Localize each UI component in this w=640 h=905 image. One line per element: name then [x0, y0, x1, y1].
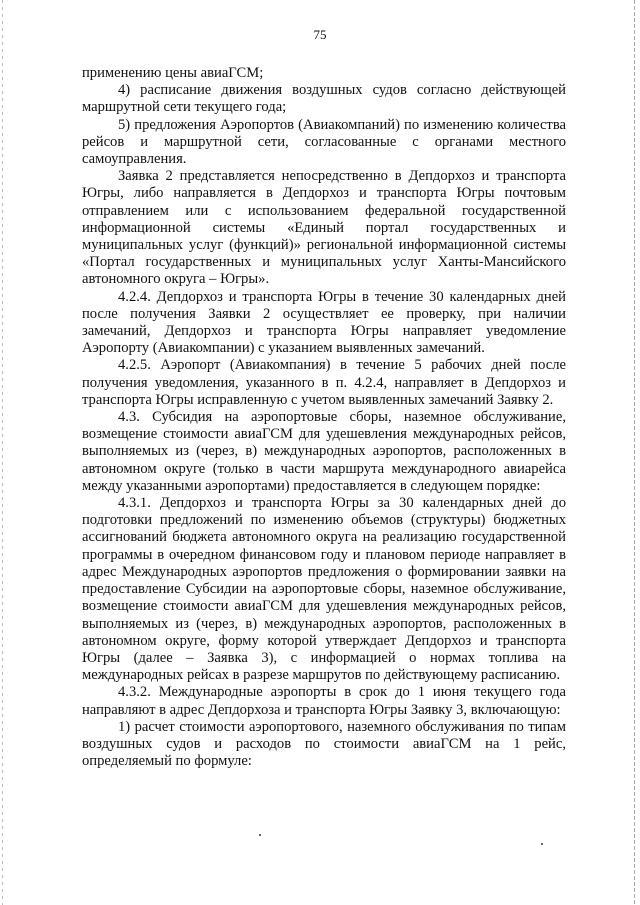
- paragraph: 5) предложения Аэропортов (Авиакомпаний) по изменению количества рейсов и маршрутной сети, согласованные с органами местного самоуправления.: [82, 116, 566, 168]
- paragraph: Заявка 2 представляется непосредственно в Депдорхоз и транспорта Югры, либо направляется в Депдорхоз и транспорта Югры почтовым отправлением или с использованием федеральной государственной информационной системы «Единый портал государственных и муниципальных услуг (функций)» региональной информационной системы «Портал государственных и муниципальных услуг Ханты-Мансийского автономного округа – Югры».: [82, 168, 566, 288]
- paragraph: 4.2.5. Аэропорт (Авиакомпания) в течение 5 рабочих дней после получения уведомления, указанного в п. 4.2.4, направляет в Депдорхоз и транспорта Югры исправленную с учетом выявленных замечаний Заявку 2.: [82, 357, 566, 408]
- paragraph: 4.3.2. Международные аэропорты в срок до 1 июня текущего года направляют в адрес Депдорхоза и транспорта Югры Заявку 3, включающую:: [82, 684, 566, 718]
- scan-speck: [259, 834, 261, 836]
- scan-right-edge: [634, 0, 635, 905]
- scan-left-edge: [2, 0, 3, 905]
- paragraph: 4.3. Субсидия на аэропортовые сборы, наземное обслуживание, возмещение стоимости авиаГСМ для удешевления международных рейсов, выполняемых из (через, в) международных аэропортов, расположенных в автономном округе (только в части маршрута международного авиарейса между указанными аэропортами) предоставляется в следующем порядке:: [82, 409, 566, 494]
- paragraph: 1) расчет стоимости аэропортового, наземного обслуживания по типам воздушных судов и расходов по стоимости авиаГСМ на 1 рейс, определяемый по формуле:: [82, 718, 566, 770]
- paragraph: 4.2.4. Депдорхоз и транспорта Югры в течение 30 календарных дней после получения Заявки 2 осуществляет ее проверку, при наличии замечаний, Депдорхоз и транспорта Югры направляет уведомление Аэропорту (Авиакомпании) с указанием выявленных замечаний.: [82, 288, 566, 357]
- paragraph: 4.3.1. Депдорхоз и транспорта Югры за 30 календарных дней до подготовки предложений по изменению объемов (структуры) бюджетных ассигнований бюджета автономного округа на реализацию государственной программы в очередном финансовом году и плановом периоде направляет в адрес Международных аэропортов предложения о формировании заявки на предоставление Субсидии на аэропортовые сборы, наземное обслуживание, возмещение стоимости авиаГСМ для удешевления международных рейсов, выполняемых из (через, в) международных аэропортов, расположенных в автономном округе, форму которой утверждает Депдорхоз и транспорта Югры (далее – Заявка 3), с информацией о нормах топлива на международных рейсах в разрезе маршрутов по действующему расписанию.: [82, 495, 566, 684]
- scan-speck: [541, 843, 543, 845]
- document-body: [82, 65, 566, 770]
- paragraph: 4) расписание движения воздушных судов согласно действующей маршрутной сети текущего года;: [82, 82, 566, 116]
- paragraph: применению цены авиаГСМ;: [82, 65, 264, 81]
- page-number: 75: [313, 27, 327, 42]
